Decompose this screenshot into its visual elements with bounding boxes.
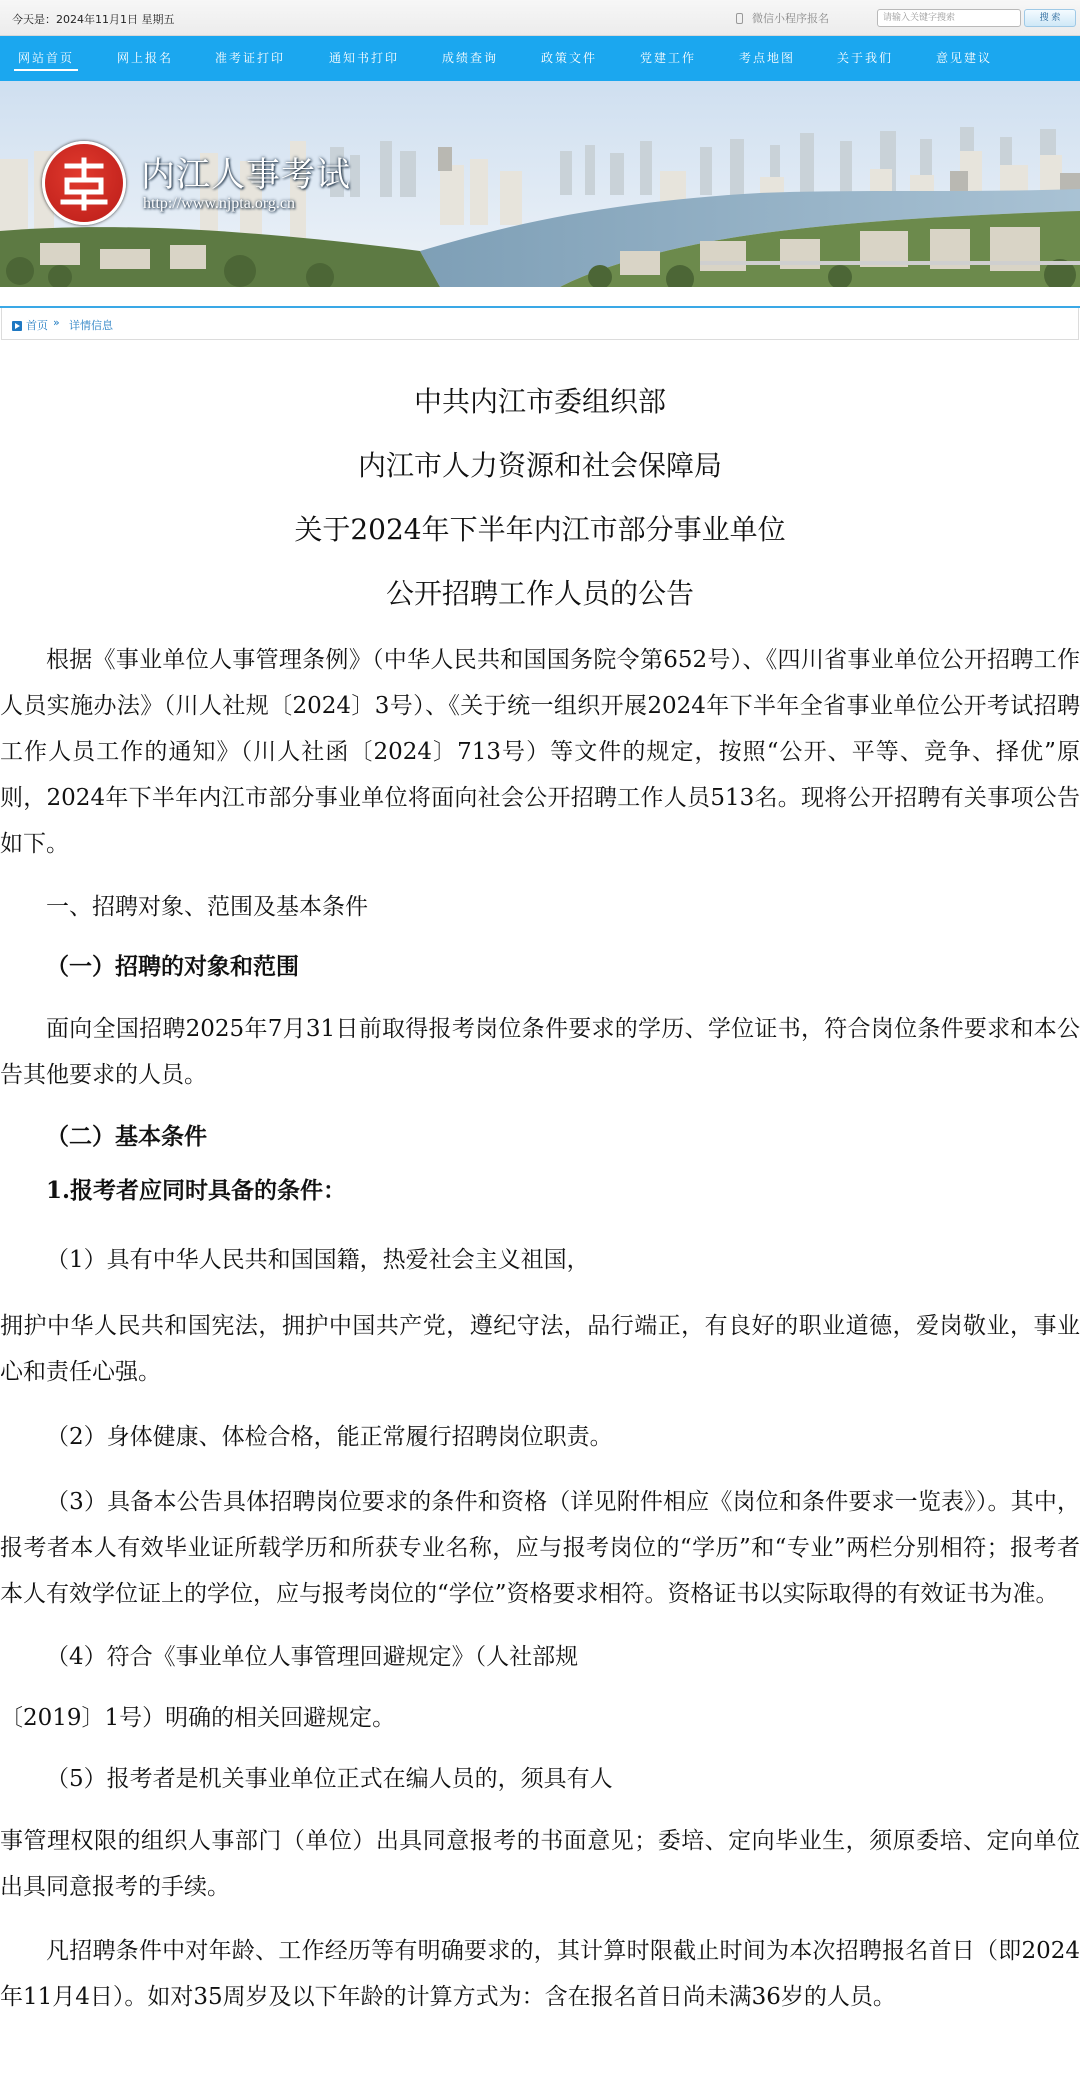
article-title-line: 内江市人力资源和社会保障局 <box>357 449 722 482</box>
double-chevron-right-icon: » <box>53 316 60 329</box>
paragraph: （5）报考者是机关事业单位正式在编人员的，须具有人 <box>46 1766 613 1792</box>
paragraph-intro: 根据《事业单位人事管理条例》（中华人民共和国国务院令第652号）、《四川省事业单位公开招聘工作人员实施办法》（川人社规〔2024〕3号）、《关于统一组织开展2024年下半年全省事业单位公开考试招聘工作人员工作的通知》（川人社函〔2024〕713号）等文件的规定，按照“公开、平等、竞争、择优”原则，2024年下半年内江市部分事业单位将面向社会公开招聘工作人员513名。现将公开招聘有关事项公告如下。 <box>0 647 1080 857</box>
article-title-line: 中共内江市委组织部 <box>413 385 666 418</box>
njpta-seal-logo-icon <box>42 141 126 225</box>
section-heading: 一、招聘对象、范围及基本条件 <box>46 894 368 920</box>
article-title-line: 关于2024年下半年内江市部分事业单位 <box>294 513 786 546</box>
current-date: 今天是：2024年11月1日 星期五 <box>12 13 175 26</box>
paragraph: （2）身体健康、体检合格，能正常履行招聘岗位职责。 <box>46 1424 613 1450</box>
home-arrow-icon <box>12 321 22 331</box>
mini-program-link[interactable] <box>736 10 829 26</box>
paragraph: 凡招聘条件中对年龄、工作经历等有明确要求的，其计算时限截止时间为本次招聘报名首日（即2024年11月4日）。如对35周岁及以下年龄的计算方式为：含在报名首日尚未满36岁的人员。 <box>0 1938 1080 2010</box>
nav-item-notice-print[interactable]: 通知书打印 <box>329 51 400 65</box>
paragraph: 拥护中华人民共和国宪法，拥护中国共产党，遵纪守法，品行端正，有良好的职业道德，爱岗敬业，事业心和责任心强。 <box>0 1313 1080 1385</box>
paragraph: 〔2019〕1号）明确的相关回避规定。 <box>0 1705 396 1731</box>
header-banner <box>0 81 1080 287</box>
nav-item-home[interactable]: 网站首页 <box>18 36 74 81</box>
paragraph: （4）符合《事业单位人事管理回避规定》（人社部规 <box>46 1644 579 1670</box>
nav-item-online-registration[interactable]: 网上报名 <box>117 51 174 65</box>
subsection-heading: （一）招聘的对象和范围 <box>46 953 299 980</box>
paragraph: 面向全国招聘2025年7月31日前取得报考岗位条件要求的学历、学位证书，符合岗位条件要求和本公告其他要求的人员。 <box>0 1016 1080 1088</box>
nav-item-admission-ticket[interactable]: 准考证打印 <box>215 51 286 65</box>
condition-heading: 1.报考者应同时具备的条件： <box>46 1177 347 1204</box>
nav-item-party-building[interactable]: 党建工作 <box>640 51 697 65</box>
search-button[interactable]: 搜 索 <box>1024 9 1076 27</box>
paragraph: （3）具备本公告具体招聘岗位要求的条件和资格（详见附件相应《岗位和条件要求一览表》）。其中，报考者本人有效毕业证所载学历和所获专业名称，应与报考岗位的“学历”和“专业”两栏分别相符；报考者本人有效学位证上的学位，应与报考岗位的“学位”资格要求相符。资格证书以实际取得的有效证书为准。 <box>0 1489 1080 1607</box>
nav-item-feedback[interactable]: 意见建议 <box>936 51 993 65</box>
nav-item-score-query[interactable]: 成绩查询 <box>442 51 499 65</box>
nav-item-policy-files[interactable]: 政策文件 <box>541 51 598 65</box>
main-nav <box>0 36 1080 81</box>
breadcrumb-current: 详情信息 <box>69 319 113 332</box>
nav-item-exam-map[interactable]: 考点地图 <box>739 51 796 65</box>
top-bar <box>0 0 1080 36</box>
site-logo-title: 内江人事考试 <box>141 155 351 195</box>
paragraph: （1）具有中华人民共和国国籍，热爱社会主义祖国， <box>46 1247 590 1273</box>
search-input[interactable] <box>877 9 1021 27</box>
subsection-heading: （二）基本条件 <box>46 1123 207 1150</box>
paragraph: 事管理权限的组织人事部门（单位）出具同意报考的书面意见；委培、定向毕业生，须原委培、定向单位出具同意报考的手续。 <box>0 1828 1080 1900</box>
breadcrumb-home-link[interactable]: 首页 <box>26 319 48 332</box>
phone-icon <box>736 13 743 24</box>
article-title-line: 公开招聘工作人员的公告 <box>385 577 694 610</box>
site-url: http://www.njpta.org.cn <box>143 195 295 212</box>
nav-item-about-us[interactable]: 关于我们 <box>837 51 894 65</box>
mini-program-label: 微信小程序报名 <box>752 12 829 25</box>
breadcrumb <box>1 308 1079 340</box>
